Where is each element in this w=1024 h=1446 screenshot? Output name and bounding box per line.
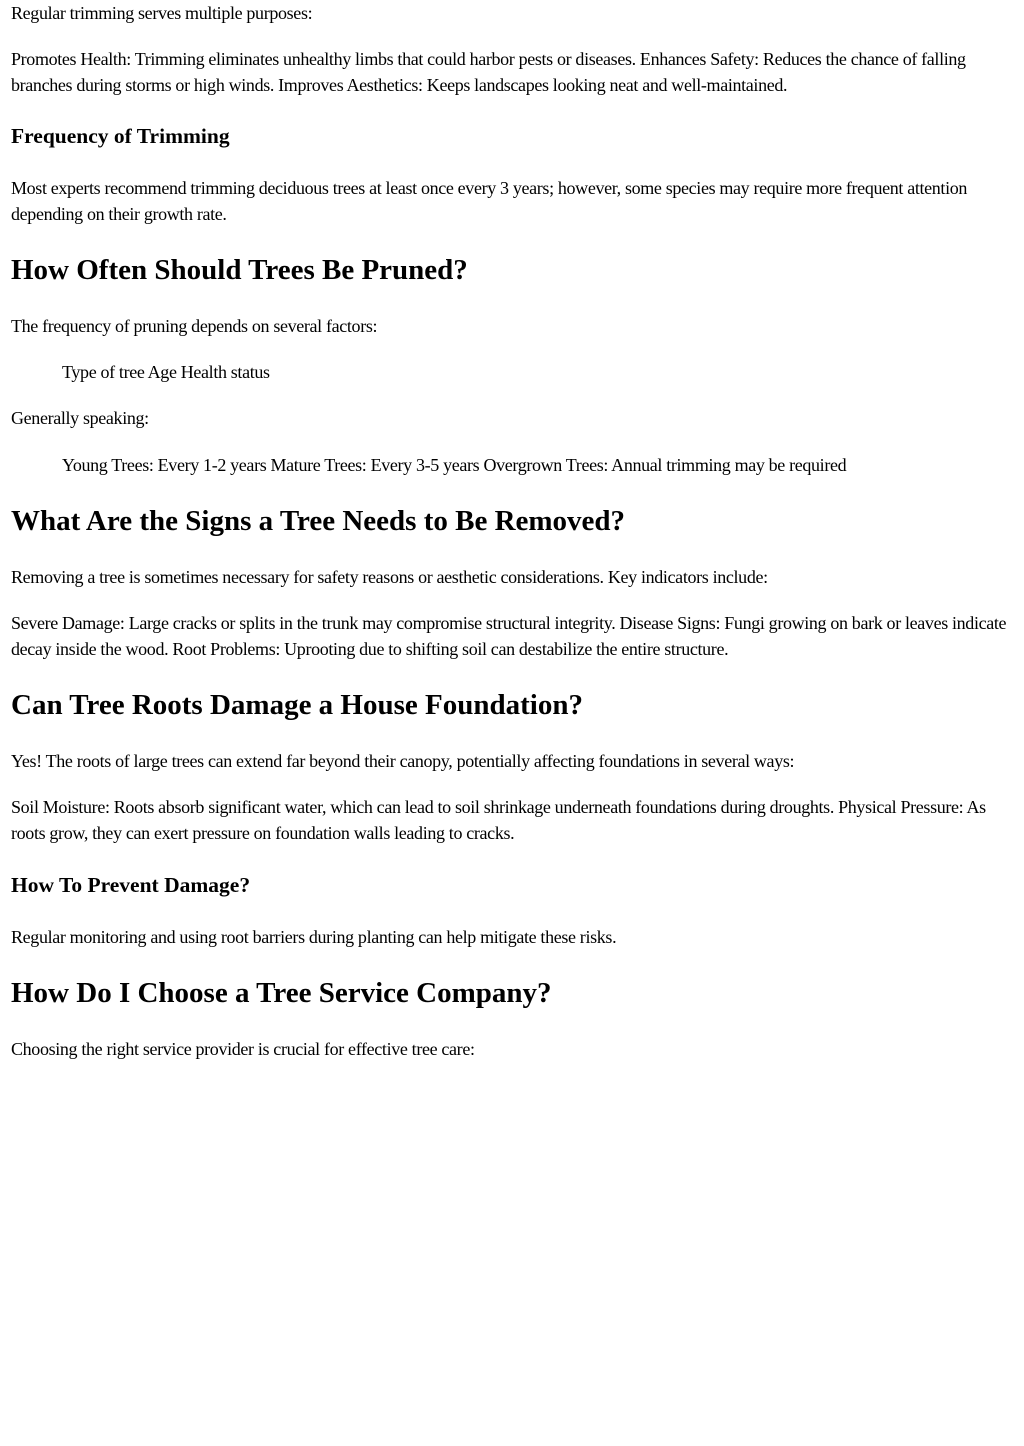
heading-frequency-of-trimming: Frequency of Trimming [11,124,230,148]
paragraph-generally-speaking: Generally speaking: [11,408,149,428]
heading-signs-tree-removal: What Are the Signs a Tree Needs to Be Removed? [11,505,626,537]
paragraph-removal-indicators: Severe Damage: Large cracks or splits in the trunk may compromise structural integrity. Disease Signs: Fungi growing on bark or leaves indicate decay inside the wood. Root Problems: Uprooting due to shifting soil can destabilize the entire structure. [11,613,1007,659]
paragraph-roots-effects: Soil Moisture: Roots absorb significant water, which can lead to soil shrinkage underneath foundations during droughts. Physical Pressure: As roots grow, they can exert pressure on foundation walls leading to cracks. [11,797,986,843]
list-pruning-schedule: Young Trees: Every 1-2 years Mature Trees: Every 3-5 years Overgrown Trees: Annual trimming may be required [62,455,847,475]
paragraph-removal-intro: Removing a tree is sometimes necessary for safety reasons or aesthetic considerations. Key indicators include: [11,567,768,587]
paragraph-prevent-damage: Regular monitoring and using root barriers during planting can help mitigate these risks. [11,927,617,947]
list-pruning-factors: Type of tree Age Health status [62,362,270,382]
heading-prevent-damage: How To Prevent Damage? [11,873,251,897]
paragraph-choose-company: Choosing the right service provider is crucial for effective tree care: [11,1039,475,1059]
heading-choose-company: How Do I Choose a Tree Service Company? [11,977,552,1009]
heading-roots-foundation: Can Tree Roots Damage a House Foundation? [11,689,583,721]
paragraph-roots-intro: Yes! The roots of large trees can extend far beyond their canopy, potentially affecting foundations in several ways: [11,751,795,771]
paragraph-trimming-frequency: Most experts recommend trimming deciduous trees at least once every 3 years; however, some species may require more frequent attention depending on their growth rate. [11,178,968,224]
heading-how-often-pruned: How Often Should Trees Be Pruned? [11,254,468,286]
paragraph-trimming-purposes-intro: Regular trimming serves multiple purposes: [11,3,313,23]
paragraph-pruning-factors-intro: The frequency of pruning depends on several factors: [11,316,378,336]
paragraph-trimming-benefits: Promotes Health: Trimming eliminates unhealthy limbs that could harbor pests or diseases. Enhances Safety: Reduces the chance of falling branches during storms or high winds. Improves Aesthetics: Keeps landscapes looking neat and well-maintained. [11,49,966,95]
